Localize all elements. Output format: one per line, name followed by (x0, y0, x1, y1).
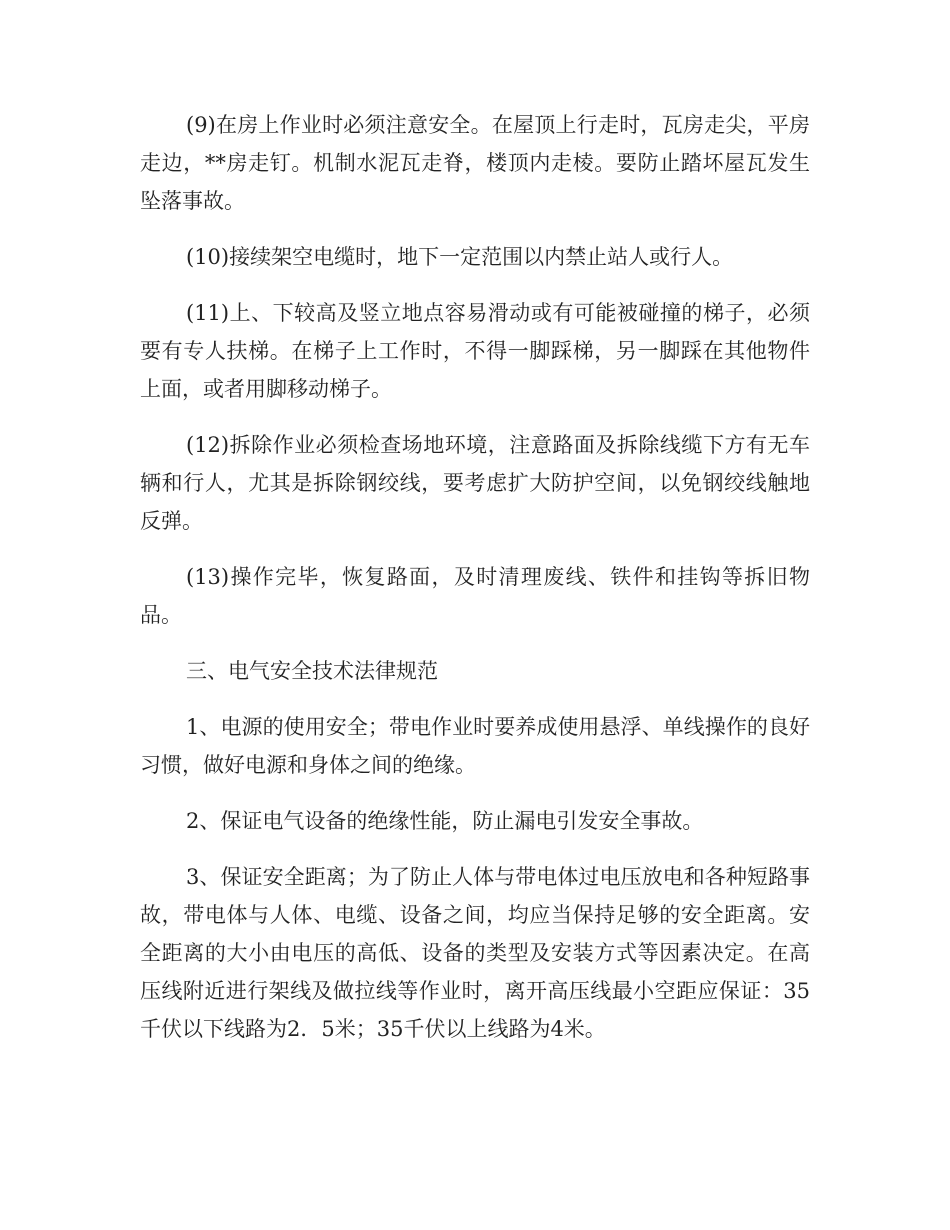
paragraph-item-11: (11)上、下较高及竖立地点容易滑动或有可能被碰撞的梯子，必须要有专人扶梯。在梯子上工作时，不得一脚踩梯，另一脚踩在其他物件上面，或者用脚移动梯子。 (140, 301, 810, 401)
section-heading: 三、电气安全技术法律规范 (186, 659, 438, 683)
document-body (140, 106, 810, 1066)
section-paragraph-3: 3、保证安全距离；为了防止人体与带电体过电压放电和各种短路事故，带电体与人体、电缆、设备之间，均应当保持足够的安全距离。安全距离的大小由电压的高低、设备的类型及安装方式等因素决定。在高压线附近进行架线及做拉线等作业时，离开高压线最小空距应保证：35千伏以下线路为2．5米；35千伏以上线路为4米。 (140, 865, 810, 1041)
paragraph-item-13: (13)操作完毕，恢复路面，及时清理废线、铁件和挂钩等拆旧物品。 (140, 565, 810, 627)
section-paragraph-1: 1、电源的使用安全；带电作业时要养成使用悬浮、单线操作的良好习惯，做好电源和身体之间的绝缘。 (140, 715, 810, 777)
section-paragraph-2: 2、保证电气设备的绝缘性能，防止漏电引发安全事故。 (186, 809, 704, 833)
paragraph-item-9: (9)在房上作业时必须注意安全。在屋顶上行走时，瓦房走尖，平房走边，**房走钉。机制水泥瓦走脊，楼顶内走棱。要防止踏坏屋瓦发生坠落事故。 (140, 113, 810, 213)
paragraph-item-10: (10)接续架空电缆时，地下一定范围以内禁止站人或行人。 (186, 245, 734, 269)
paragraph-item-12: (12)拆除作业必须检查场地环境，注意路面及拆除线缆下方有无车辆和行人，尤其是拆除钢绞线，要考虑扩大防护空间，以免钢绞线触地反弹。 (140, 433, 810, 533)
